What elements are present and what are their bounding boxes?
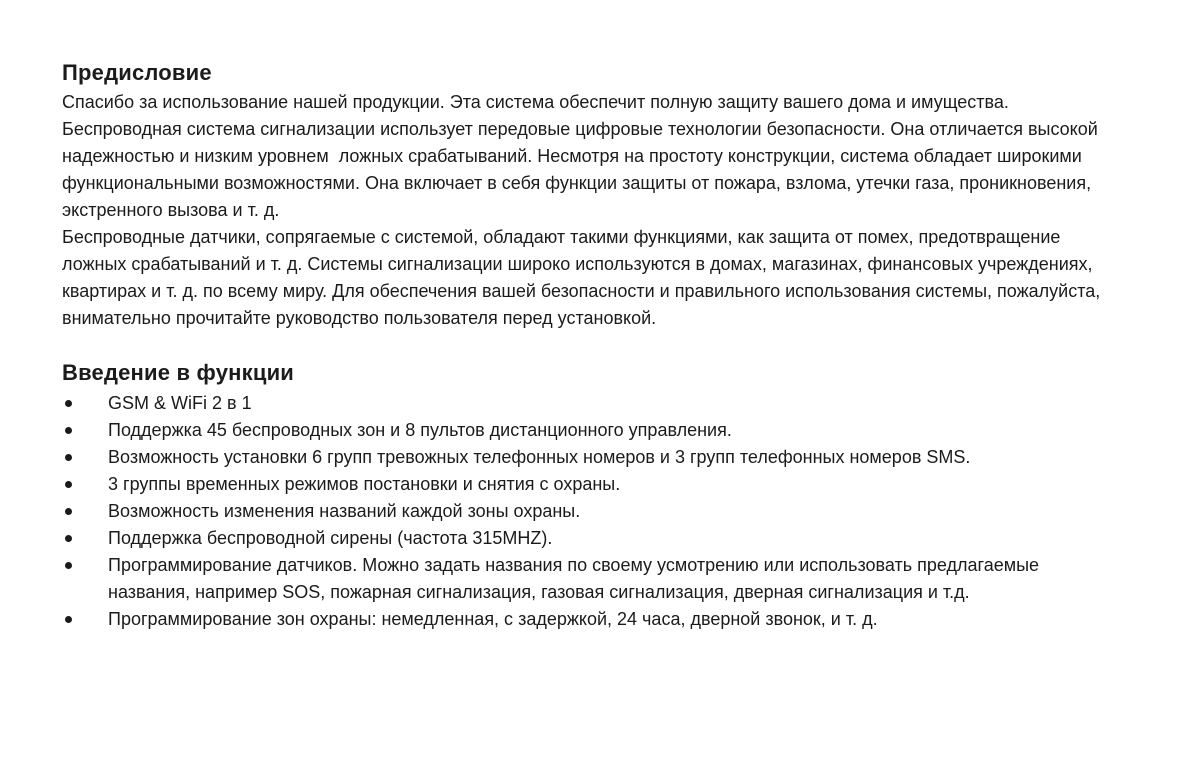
preface-paragraph-1: Спасибо за использование нашей продукции. Эта система обеспечит полную защиту вашего дома и имущества. — [62, 92, 1009, 112]
document-content — [62, 60, 1122, 633]
list-item-text: Возможность установки 6 групп тревожных телефонных номеров и 3 групп телефонных номеров SMS. — [108, 447, 971, 467]
list-item-text: Программирование зон охраны: немедленная, с задержкой, 24 часа, дверной звонок, и т. д. — [108, 609, 878, 629]
bullet-icon — [65, 508, 72, 515]
list-item — [62, 417, 1122, 444]
list-item — [62, 390, 1122, 417]
list-item — [62, 498, 1122, 525]
bullet-icon — [65, 616, 72, 623]
bullet-icon — [65, 427, 72, 434]
features-heading: Введение в функции — [62, 360, 295, 385]
list-item — [62, 444, 1122, 471]
preface-paragraph-2: Беспроводная система сигнализации использует передовые цифровые технологии безопасности. Она отличается высокой надежностью и низким уровнем ложных срабатываний. Несмотря на простоту конструкции, система обладает широкими функциональными возможностями. Она включает в себя функции защиты от пожара, взлома, утечки газа, проникновения, экстренного вызова и т. д. — [62, 119, 1103, 220]
list-item — [62, 606, 1122, 633]
list-item — [62, 471, 1122, 498]
list-item-text: Поддержка 45 беспроводных зон и 8 пультов дистанционного управления. — [108, 420, 732, 440]
preface-paragraph-3: Беспроводные датчики, сопрягаемые с системой, обладают такими функциями, как защита от помех, предотвращение ложных срабатываний и т. д. Системы сигнализации широко используются в домах, магазинах, финансовых учреждениях, квартирах и т. д. по всему миру. Для обеспечения вашей безопасности и правильного использования системы, пожалуйста, внимательно прочитайте руководство пользователя перед установкой. — [62, 227, 1106, 328]
preface-section — [62, 60, 1122, 332]
list-item — [62, 552, 1122, 606]
bullet-icon — [65, 535, 72, 542]
list-item-text: GSM & WiFi 2 в 1 — [108, 393, 252, 413]
list-item — [62, 525, 1122, 552]
list-item-text: 3 группы временных режимов постановки и снятия с охраны. — [108, 474, 621, 494]
list-item-text: Поддержка беспроводной сирены (частота 315MHZ). — [108, 528, 553, 548]
preface-heading: Предисловие — [62, 60, 212, 85]
features-section — [62, 360, 1122, 633]
list-item-text: Возможность изменения названий каждой зоны охраны. — [108, 501, 581, 521]
features-list — [62, 390, 1122, 633]
bullet-icon — [65, 562, 72, 569]
bullet-icon — [65, 481, 72, 488]
list-item-text: Программирование датчиков. Можно задать названия по своему усмотрению или использовать предлагаемые названия, например SOS, пожарная сигнализация, газовая сигнализация, дверная сигнализация и т.д. — [108, 555, 1045, 602]
bullet-icon — [65, 400, 72, 407]
bullet-icon — [65, 454, 72, 461]
